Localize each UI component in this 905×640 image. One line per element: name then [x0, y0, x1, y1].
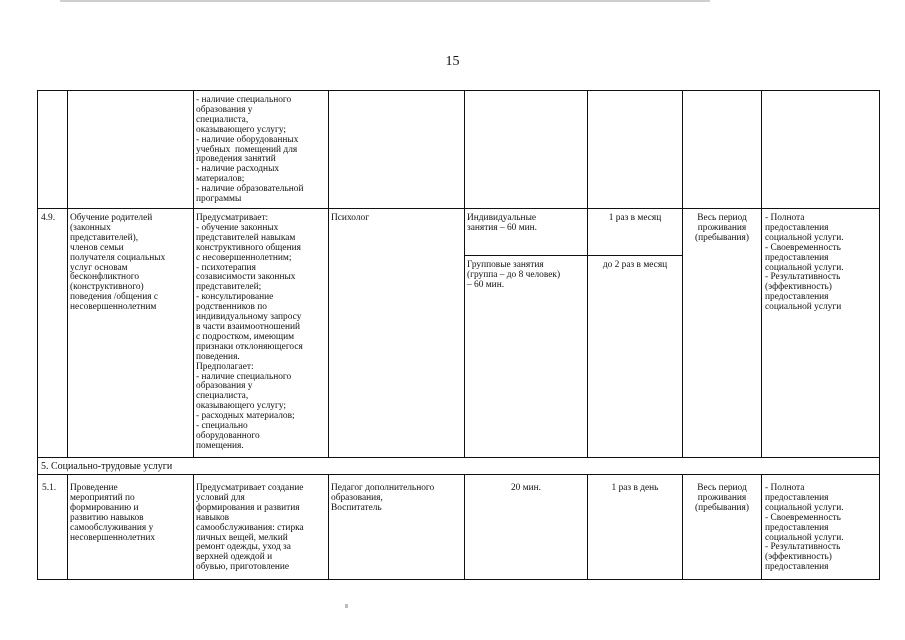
row-5-1-period: Весь период проживания (пребывания): [695, 483, 749, 513]
row-4-9-criteria: - Полнота предоставления социальной услуги. - Своевременность предоставления социальной услуги. - Результативность (эффективность) предоставления социальной услуги: [765, 213, 844, 313]
row-4-9-frequency-group: до 2 раз в месяц: [602, 260, 668, 270]
col-line-2: [193, 91, 194, 579]
services-table: [37, 90, 880, 580]
scan-speck: [345, 604, 348, 608]
row-4-9-name: Обучение родителей (законных представителей), членов семьи получателя социальных услуг основам бесконфликтного (конструктивного) поведения /общения с несовершеннолетним: [70, 213, 166, 313]
col-line-5: [587, 91, 588, 579]
row-5-1-description: Предусматривает создание условий для формирования и развития навыков самообслуживания: стирка личных вещей, мелкий ремонт одежды, уход за верхней одеждой и обувью, приготовление: [196, 483, 304, 573]
row-4-9-duration-individual: Индивидуальные занятия – 60 мин.: [467, 213, 538, 233]
page-number: 15: [445, 54, 460, 69]
row-5-1-frequency: 1 раз в день: [611, 483, 659, 493]
prev-row-requirements: - наличие специального образования у специалиста, оказывающего услугу; - наличие оборудованных учебных помещений для проведения занятий - наличие расходных материалов; - наличие образовательной программы: [196, 95, 304, 205]
col-line-7: [761, 91, 762, 579]
row-5-1-name: Проведение мероприятий по формированию и развитию навыков самообслуживания у несовершеннолетних: [70, 483, 156, 543]
col-line-4: [464, 91, 465, 579]
row-4-9-number: 4.9.: [41, 213, 56, 223]
row-4-9-description: Предусматривает: - обучение законных представителей навыкам конструктивного общения с несовершеннолетним; - психотерапия созависимости законных представителей; - консультирование родственников по индивидуальному запросу в части взаимоотношений с подростком, имеющим признаки отклоняющегося поведения. Предполагает: - наличие специального образования у специалиста, оказывающего услугу; - расходных материалов; - специально оборудованного помещения.: [196, 213, 303, 451]
row-line-1: [38, 208, 879, 209]
col-line-3: [328, 91, 329, 579]
row-4-9-period: Весь период проживания (пребывания): [695, 213, 749, 243]
row-5-1-number: 5.1.: [42, 483, 57, 493]
scan-top-edge: [60, 0, 710, 2]
row-4-9-frequency-individual: 1 раз в месяц: [608, 213, 662, 223]
row-4-9-duration-group: Групповые занятия (группа – до 8 человек) – 60 мин.: [467, 260, 561, 290]
row-5-1-duration: 20 мин.: [510, 483, 542, 493]
col-line-1: [67, 91, 68, 579]
row-line-sub: [464, 255, 682, 256]
row-5-1-specialist: Педагог дополнительного образования, Воспитатель: [331, 483, 435, 513]
section-5-title: 5. Социально-трудовые услуги: [41, 461, 173, 472]
row-line-3: [38, 474, 879, 475]
row-5-1-criteria: - Полнота предоставления социальной услуги. - Своевременность предоставления социальной услуги. - Результативность (эффективность) предоставления: [765, 483, 844, 573]
row-4-9-specialist: Психолог: [331, 213, 370, 223]
